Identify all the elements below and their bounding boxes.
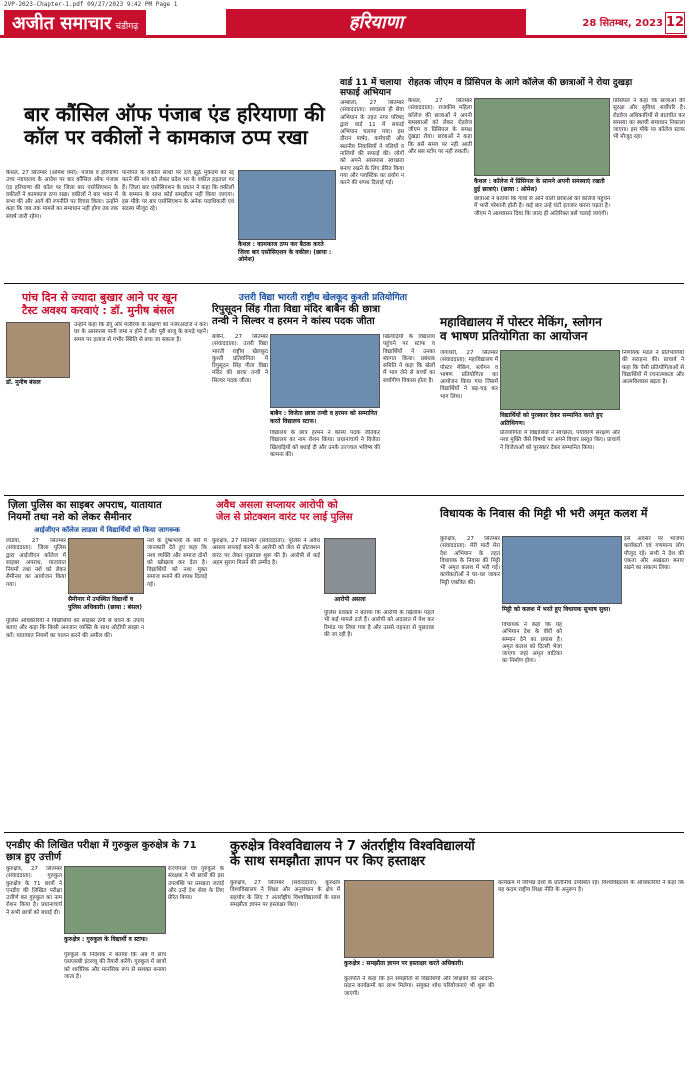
story1-headline-line1: बार कौंसिल ऑफ पंजाब एंड हरियाणा की xyxy=(24,102,325,126)
story2-headline: वार्ड 11 में चलाया सफाई अभियान xyxy=(340,78,402,99)
masthead xyxy=(0,8,687,38)
story8-headline xyxy=(216,500,430,523)
section-label: हरियाणा xyxy=(226,9,526,37)
story11-photo xyxy=(344,880,494,958)
story2-body: अम्बाला, 27 सितम्बर (संवाददाता): स्वच्छता ही सेवा अभियान के तहत नगर परिषद द्वारा वार्ड 11 में सफाई अभियान चलाया गया। इस दौरान पार्षद, कर्मचारी और स्थानीय निवासियों ने गलियों व नालियों की सफाई की। लोगों को अपने आसपास स्वच्छता बनाए रखने के लिए प्रेरित किया गया और प्लास्टिक का प्रयोग न करने की शपथ दिलाई गई। xyxy=(340,100,404,187)
story10-body-col1: कुरुक्षेत्र, 27 सितम्बर (संवाददाता): गुरुकुल कुरुक्षेत्र के 71 छात्रों ने एनडीए की लिखित परीक्षा उत्तीर्ण कर गुरुकुल का नाम रोशन किया है। प्रधानाचार्य ने सभी छात्रों को बधाई दी। xyxy=(6,866,62,916)
story4-body-col2: उन्होंने कहा कि डेंगू और मलेरिया के लक्षणों को नजरअंदाज न करें। घर के आसपास पानी जमा न होने दें और पूरी बाजू के कपड़े पहनें। समय पर इलाज से गंभीर स्थिति से बचा जा सकता है। xyxy=(74,322,208,343)
story1-photo xyxy=(238,170,336,240)
story6-headline-line2: व भाषण प्रतियोगिता का आयोजन xyxy=(440,328,588,343)
newspaper-logo xyxy=(4,10,146,38)
issue-date: 28 सितम्बर, 2023 xyxy=(582,18,663,29)
divider xyxy=(4,495,684,496)
story8-body-col1: कुरुक्षेत्र, 27 सितम्बर (संवाददाता): पुलिस ने अवैध असला सप्लाई करने के आरोपी को जेल से प्रोटक्शन वारंट पर लेकर पूछताछ शुरू की है। आरोपी से कई अहम सुराग मिलने की उम्मीद है। xyxy=(212,538,320,566)
story5-headline-line1: रिपुसूदन सिंह गीता विद्या मंदिर बाबैन की छात्रा xyxy=(212,304,381,315)
story1-headline xyxy=(24,103,336,149)
story6-body-col2: प्रतियोगिता में विद्यार्थियों ने स्वच्छता, पर्यावरण संरक्षण और नशा मुक्ति जैसे विषयों पर अपने विचार प्रस्तुत किए। प्राचार्य ने विजेताओं को पुरस्कार देकर सम्मानित किया। xyxy=(500,430,620,451)
story4-caption: डॉ. मुनीष बंसल xyxy=(6,379,70,387)
story6-headline xyxy=(440,316,684,344)
story8-body-col2: पुलिस प्रवक्ता ने बताया कि आरोपी के खिलाफ पहले भी कई मामले दर्ज हैं। आरोपी को अदालत में पेश कर रिमांड पर लिया गया है और उससे गहनता से पूछताछ की जा रही है। xyxy=(324,610,434,638)
story10-body-col2: गुरुकुल के निदेशक ने बताया कि अब ये छात्र एसएसबी इंटरव्यू की तैयारी करेंगे। गुरुकुल में छात्रों को शारीरिक और मानसिक रूप से सशक्त बनाया जाता है। xyxy=(64,952,166,980)
story9-body-col1: कुरुक्षेत्र, 27 सितम्बर (संवाददाता): मेरी माटी मेरा देश अभियान के तहत विधायक के निवास की मिट्टी भी अमृत कलश में भरी गई। कार्यकर्ताओं ने घर-घर जाकर मिट्टी एकत्रित की। xyxy=(440,536,500,586)
story5-headline-line2: तन्वी ने सिल्वर व हरमन ने कांस्य पदक जीता xyxy=(212,315,375,327)
story8-caption: आरोपी असला xyxy=(324,596,376,604)
story10-body-col3: राज्यपाल एवं गुरुकुल के संरक्षक ने भी छात्रों की इस उपलब्धि पर प्रसन्नता जताई और उन्हें देश सेवा के लिए प्रेरित किया। xyxy=(168,866,224,902)
story7-subhead: आईजीएन कॉलेज लाडवा में विद्यार्थियों को किया जागरूक xyxy=(34,526,180,534)
story10-caption: कुरुक्षेत्र : गुरुकुल के विद्यार्थी व स्टाफ। xyxy=(64,936,166,944)
logo-text: अजीत समाचार xyxy=(12,13,112,34)
story7-photo xyxy=(68,538,144,594)
story3-photo xyxy=(474,98,610,176)
story9-body-col3: इस अवसर पर भाजपा कार्यकर्ता एवं गणमान्य लोग मौजूद रहे। सभी ने देश की एकता और अखंडता बनाए रखने का संकल्प लिया। xyxy=(624,536,684,572)
story9-photo xyxy=(502,536,622,604)
story3-body-col3: प्रिंसिपल ने कहा कि छात्राओं की सुरक्षा और सुविधा सर्वोपरि है। रोडवेज अधिकारियों से बातचीत कर समस्या का स्थायी समाधान निकाला जाएगा। इस मौके पर कॉलेज स्टाफ भी मौजूद रहा। xyxy=(613,98,685,141)
story3-headline: रोहतक जीएम व प्रिंसिपल के आगे कॉलेज की छात्राओं ने रोया दुखड़ा xyxy=(408,78,633,88)
story11-body-col1: कुरुक्षेत्र, 27 सितम्बर (संवाददाता): कुरुक्षेत्र विश्वविद्यालय ने शिक्षा और अनुसंधान के क्षेत्र में सहयोग के लिए 7 अंतर्राष्ट्रीय विश्वविद्यालयों के साथ समझौता ज्ञापन पर हस्ताक्षर किए। xyxy=(230,880,340,908)
story5-headline xyxy=(212,304,434,327)
story7-body-col1: लाडवा, 27 सितम्बर (संवाददाता): जिला पुलिस द्वारा आईजीएन कॉलेज में साइबर अपराध, यातायात नियमों तथा नशे को लेकर सैमीनार का आयोजन किया गया। xyxy=(6,538,66,588)
story4-headline-line2: टैस्ट अवश्य करवाएं : डॉ. मुनीष बंसल xyxy=(22,303,175,317)
story10-photo xyxy=(64,866,166,934)
story11-headline-line2: के साथ समझौता ज्ञापन पर किए हस्ताक्षर xyxy=(230,853,426,869)
story5-body-col3: खिलाड़ियों के विद्यालय पहुंचने पर स्टाफ व विद्यार्थियों ने उनका स्वागत किया। प्रबंधक समिति ने कहा कि खेलों में भाग लेने से बच्चों का सर्वांगीण विकास होता है। xyxy=(383,334,435,384)
story9-headline: विधायक के निवास की मिट्टी भी भरी अमृत कलश में xyxy=(440,507,648,520)
story5-photo xyxy=(270,334,380,408)
story4-headline xyxy=(22,292,208,317)
story6-body-col1: जगाधरी, 27 सितम्बर (संवाददाता): महाविद्यालय में पोस्टर मेकिंग, स्लोगन व भाषण प्रतियोगिता का आयोजन किया गया जिसमें विद्यार्थियों ने बढ़-चढ़ कर भाग लिया। xyxy=(440,350,498,400)
page-number: 12 xyxy=(665,12,685,34)
story6-headline-line1: महाविद्यालय में पोस्टर मेकिंग, स्लोगन xyxy=(440,315,602,329)
story6-photo xyxy=(500,350,620,410)
story3-body-col1: कैथल, 27 सितम्बर (संवाददाता): राजकीय महिला कॉलेज की छात्राओं ने अपनी समस्याओं को लेकर रोडवेज जीएम व प्रिंसिपल के समक्ष दुखड़ा रोया। छात्राओं ने कहा कि बसें समय पर नहीं आतीं और बस स्टॉप पर नहीं रुकतीं। xyxy=(408,98,472,156)
story1-headline-line2: कॉल पर वकीलों ने कामकाज ठप्प रखा xyxy=(24,125,308,149)
story11-caption: कुरुक्षेत्र : समझौता ज्ञापन पर हस्ताक्षर करते अधिकारी। xyxy=(344,960,494,968)
story4-headline-line1: पांच दिन से ज्यादा बुखार आने पर खून xyxy=(22,291,178,304)
story7-caption: सैमीनार में उपस्थित विद्यार्थी व पुलिस अधिकारी। (छाया : बंसल) xyxy=(68,596,144,611)
story1-body-col2: पानीपत के वकील साथी पर दर्ज झूठे मुकदमे को रद्द करने की मांग को लेकर प्रदेश भर के वकील हड़ताल पर हैं। जिला बार एसोसिएशन के प्रधान ने कहा कि वकीलों के सम्मान के साथ कोई समझौता नहीं किया जाएगा। इस मौके पर बार एसोसिएशन के अनेक पदाधिकारी एवं सदस्य मौजूद रहे। xyxy=(122,170,234,213)
story9-body-col2: विधायक ने कहा कि यह अभियान देश के वीरों को सम्मान देने का प्रयास है। अमृत कलश को दिल्ली भेजा जाएगा जहां अमृत वाटिका का निर्माण होगा। xyxy=(502,622,562,665)
story5-caption: बाबैन : विजेता छात्रा तन्वी व हरमन को सम्मानित करते विद्यालय स्टाफ। xyxy=(270,410,380,425)
story11-headline-line1: कुरुक्षेत्र विश्वविद्यालय ने 7 अंतर्राष्ट्रीय विश्वविद्यालयों xyxy=(230,839,475,854)
story9-caption: मिट्टी को कलश में भरते हुए विधायक सुभाष सुधा। xyxy=(502,606,622,614)
print-meta-line: 2VP-2023-Chapter-1.pdf 09/27/2023 9:42 PM Page 1 xyxy=(4,1,178,8)
story4-photo xyxy=(6,322,70,378)
story7-body-col3: नशे के दुष्प्रभावों के बारे में जानकारी देते हुए कहा कि नशा व्यक्ति और समाज दोनों को खोखला कर देता है। विद्यार्थियों को नशा मुक्त समाज बनाने की शपथ दिलाई गई। xyxy=(147,538,207,588)
divider xyxy=(4,283,684,284)
story3-caption: कैथल : कॉलेज में प्रिंसिपल के सामने अपनी समस्याएं रखती हुई छात्राएं। (छाया : ओमेश) xyxy=(474,178,610,193)
story1-caption: कैथल : कामकाज ठप्प कर बैठक करते जिला बार एसोसिएशन के वकील। (छाया : ओमेश) xyxy=(238,241,336,264)
story7-body-col2: पुलिस अधिकारियों ने विद्यार्थियों को साइबर ठगी से बचने के उपाय बताए और कहा कि किसी अनजान व्यक्ति के साथ ओटीपी साझा न करें। यातायात नियमों का पालन करने की अपील की। xyxy=(6,618,144,639)
story3-body-col2: छात्राओं ने बताया कि गांवों से आने वाली छात्राओं को कॉलेज पहुंचने में भारी परेशानी होती है। कई बार उन्हें घंटों इंतजार करना पड़ता है। जीएम ने आश्वासन दिया कि जल्द ही अतिरिक्त बसें चलाई जाएंगी। xyxy=(474,196,610,217)
story8-headline-line2: जेल से प्रोटक्शन वारंट पर लाई पुलिस xyxy=(216,511,353,523)
story7-headline xyxy=(8,500,206,523)
story8-headline-line1: अवैध असला सप्लायर आरोपी को xyxy=(216,500,338,511)
story10-headline: एनडीए की लिखित परीक्षा में गुरुकुल कुरुक्षेत्र के 71 छात्र हुए उत्तीर्ण xyxy=(6,840,197,863)
story11-headline xyxy=(230,840,684,870)
story5-body-col1: बाबैन, 27 सितम्बर (संवाददाता): उत्तरी विद्या भारती राष्ट्रीय खेलकूद कुश्ती प्रतियोगिता में रिपुसूदन सिंह गीता विद्या मंदिर की छात्रा तन्वी ने सिल्वर पदक जीता। xyxy=(212,334,268,384)
story1-body-col1: कैथल, 27 सितम्बर (ओमेश वर्मा): पंजाब व हरियाणा उच्च न्यायालय के आदेश पर बार कौंसिल ऑफ पंजाब एंड हरियाणा की कॉल पर जिला बार एसोसिएशन के वकीलों ने कामकाज ठप्प रखा। वकीलों ने बार भवन में सभा की और आगे की रणनीति पर विचार किया। उन्होंने कहा कि जब तक मामले का समाधान नहीं होगा तब तक संघर्ष जारी रहेगा। xyxy=(6,170,118,220)
story6-body-col3: निर्णायक मंडल ने प्रतिभागियों की सराहना की। प्राचार्य ने कहा कि ऐसी प्रतियोगिताओं से विद्यार्थियों में रचनात्मकता और आत्मविश्वास बढ़ता है। xyxy=(622,350,684,386)
story11-body-col3: कार्यक्रम में विभिन्न देशों के प्रतिनिधि उपस्थित रहे। विश्वविद्यालय के अधिकारियों ने कहा कि यह कदम राष्ट्रीय शिक्षा नीति के अनुरूप है। xyxy=(498,880,684,894)
story5-body-col2: विद्यालय के छात्र हरमन ने कांस्य पदक जीतकर विद्यालय का नाम रोशन किया। प्रधानाचार्य ने विजेता खिलाड़ियों को बधाई दी और उनके उज्ज्वल भविष्य की कामना की। xyxy=(270,430,380,458)
story6-caption: विद्यार्थियों को पुरस्कार देकर सम्मानित करते हुए अतिथिगण। xyxy=(500,412,620,427)
story5-banner: उत्तरी विद्या भारती राष्ट्रीय खेलकूद कुश्ती प्रतियोगिता xyxy=(214,290,432,303)
story7-headline-line2: नियमों तथा नशे को लेकर सैमीनार xyxy=(8,511,132,523)
story8-photo xyxy=(324,538,376,594)
story7-headline-line1: ज़िला पुलिस का साइबर अपराध, यातायात xyxy=(8,500,162,511)
logo-city: चंडीगढ़ xyxy=(115,22,139,32)
divider xyxy=(4,832,684,833)
story11-body-col2: कुलपति ने कहा कि इन समझौतों से विद्यार्थियों और शिक्षकों को आदान-प्रदान कार्यक्रमों का लाभ मिलेगा। संयुक्त शोध परियोजनाएं भी शुरू की जाएंगी। xyxy=(344,976,494,997)
